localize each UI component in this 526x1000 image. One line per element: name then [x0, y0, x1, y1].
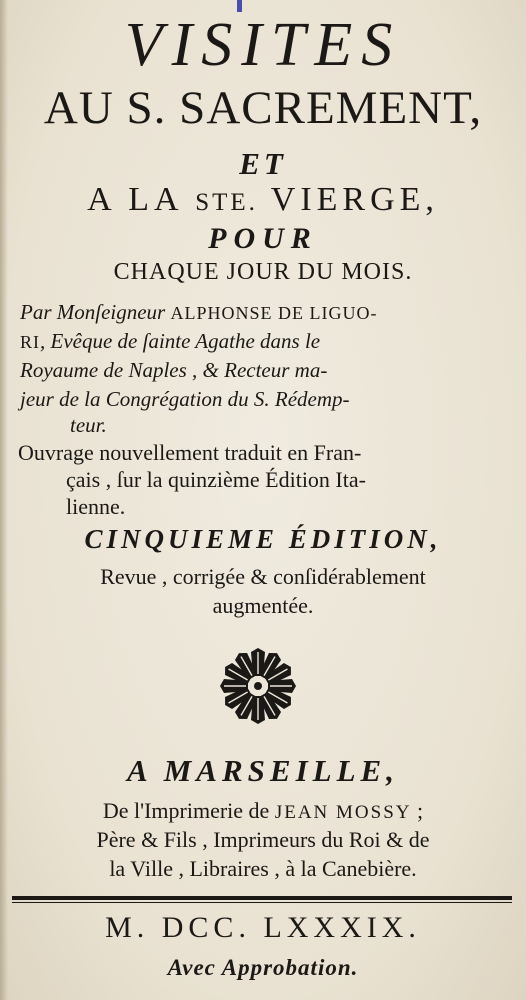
author-line-4: jeur de la Congrégation du S. Rédemp- — [20, 387, 350, 411]
title-vierge-c: VIERGE, — [257, 181, 439, 218]
imprint-printer-prefix: De l'Imprimerie de — [102, 798, 275, 823]
translation-line-2: çais , ſur la quinzième Édition Ita- — [66, 467, 366, 492]
rosette-ornament-icon — [218, 646, 298, 726]
publication-year: M. DCC. LXXXIX. — [105, 911, 421, 944]
author-line-1 — [20, 298, 510, 328]
title-pour: POUR — [208, 222, 318, 255]
title-vierge — [0, 180, 526, 223]
author-line-3: Royaume de Naples , & Recteur ma- — [20, 358, 328, 382]
author-name-end: RI — [20, 332, 40, 352]
imprint-line-2: Père & Fils , Imprimeurs du Roi & de — [96, 827, 430, 852]
edition-statement: CINQUIEME ÉDITION, — [84, 524, 442, 554]
author-title: , Evêque de ſainte Agathe dans le — [40, 329, 321, 353]
title-vierge-ste: STE. — [195, 189, 258, 216]
imprint-printer-name: JEAN MOSSY — [274, 802, 412, 823]
approval-note: Avec Approbation. — [167, 955, 359, 980]
author-prefix: Par Monſeigneur — [20, 300, 171, 324]
title-sacrement: AU S. SACREMENT, — [43, 82, 483, 134]
title-visites: VISITES — [124, 11, 402, 79]
imprint-city: A MARSEILLE, — [127, 753, 399, 788]
thick-rule — [12, 896, 512, 900]
imprint-printer-suffix: ; — [411, 798, 424, 823]
author-name: ALPHONSE DE LIGUO- — [170, 303, 378, 323]
imprint-line-1 — [10, 797, 516, 827]
title-et: ET — [239, 146, 287, 181]
imprint-line-3: la Ville , Libraires , à la Canebière. — [109, 856, 417, 881]
revision-line-1: Revue , corrigée & conſidérablement — [100, 564, 426, 589]
thin-rule — [12, 902, 512, 903]
revision-line-2: augmentée. — [212, 593, 314, 618]
author-line-2 — [20, 327, 510, 357]
title-chaque-jour: CHAQUE JOUR DU MOIS. — [113, 259, 413, 285]
translation-line-1: Ouvrage nouvellement traduit en Fran- — [18, 440, 362, 465]
title-vierge-a: A LA — [87, 181, 196, 218]
author-line-5: teur. — [70, 413, 107, 437]
translation-line-3: lienne. — [66, 494, 126, 519]
